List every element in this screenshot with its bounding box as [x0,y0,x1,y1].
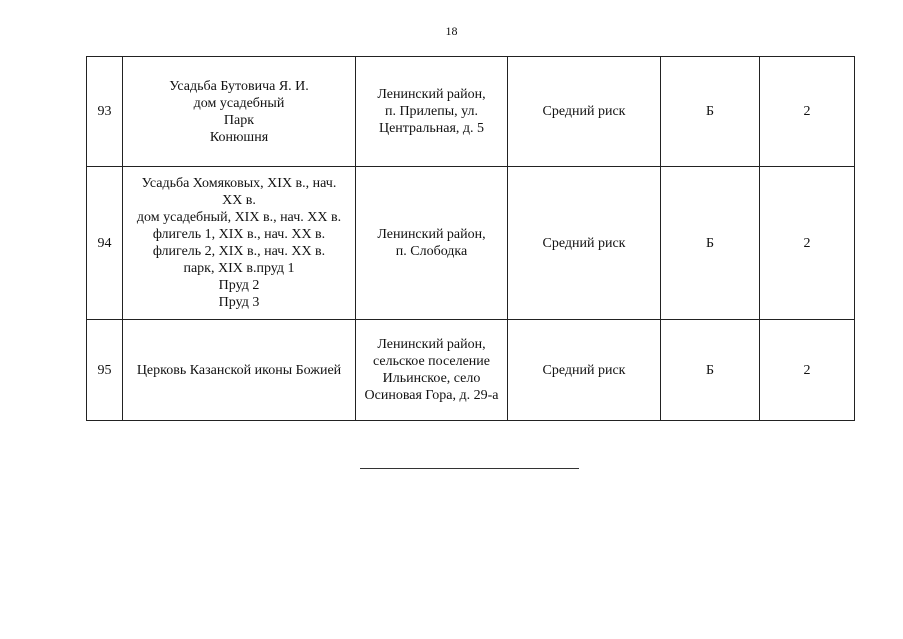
object-name-line: Пруд 3 [218,295,260,310]
inspection-frequency-cell: 2 [760,320,855,421]
table-row [87,57,855,167]
object-name-line: Церковь Казанской иконы Божией [136,362,342,378]
address-cell [356,57,508,167]
address-line: Ленинский район, [377,87,486,102]
address-cell [356,167,508,320]
end-divider-line [360,468,579,469]
address-line: Осиновая Гора, д. 29-а [364,388,499,403]
address-cell [356,320,508,421]
row-number: 95 [87,320,123,421]
row-number: 94 [87,167,123,320]
address-line: Ленинский район, [377,337,486,352]
risk-level-cell: Средний риск [508,320,661,421]
risk-level-cell: Средний риск [508,57,661,167]
address-line: п. Слободка [395,244,468,259]
risk-category-cell: Б [661,57,760,167]
object-name-line: Пруд 2 [218,278,260,293]
object-name-cell [123,320,356,421]
object-name-line: XX в. [222,193,256,208]
page-number: 18 [445,24,458,38]
address-line: Ильинское, село [382,371,481,386]
object-name-line: Усадьба Хомяковых, XIX в., нач. [141,176,337,191]
address-line: п. Прилепы, ул. [384,104,479,119]
object-name-cell [123,167,356,320]
object-name-line: флигель 2, XIX в., нач. XX в. [152,244,326,259]
object-name-line: Парк [223,112,255,128]
object-name-line: дом усадебный [193,95,285,111]
object-name-line: дом усадебный, XIX в., нач. XX в. [136,210,342,225]
table-row [87,320,855,421]
table-row [87,167,855,320]
risk-level-cell: Средний риск [508,167,661,320]
object-name-line: Конюшня [209,129,269,145]
risk-category-cell: Б [661,320,760,421]
object-name-cell [123,57,356,167]
address-line: Ленинский район, [377,227,486,242]
object-name-line: парк, XIX в.пруд 1 [183,261,295,276]
object-name-line: Усадьба Бутовича Я. И. [169,78,309,94]
inspection-frequency-cell: 2 [760,57,855,167]
address-line: сельское поселение [373,354,490,369]
inspection-frequency-cell: 2 [760,167,855,320]
row-number: 93 [87,57,123,167]
object-name-line: флигель 1, XIX в., нач. XX в. [152,227,326,242]
risk-category-cell: Б [661,167,760,320]
address-line: Центральная, д. 5 [378,121,485,136]
heritage-objects-table [86,56,855,421]
